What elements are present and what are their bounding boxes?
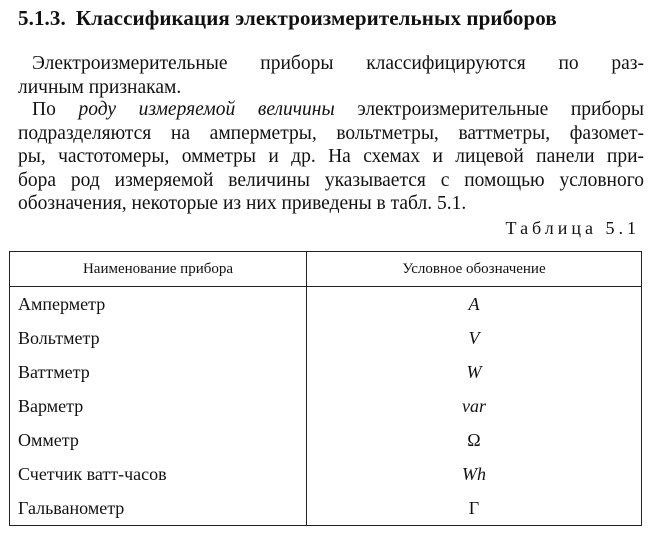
paragraph-line: ры, частотомеры, омметры и др. На схемах и лицевой панели при- xyxy=(18,146,644,167)
device-name: Варметр xyxy=(10,389,307,423)
table-row xyxy=(10,491,642,526)
device-name: Омметр xyxy=(10,423,307,457)
table-row xyxy=(10,389,642,423)
device-name: Гальванометр xyxy=(10,491,307,526)
section-title: Классификация электроизмерительных приборов xyxy=(75,6,557,30)
line-prefix: По xyxy=(32,99,56,120)
table-header-row xyxy=(10,252,642,287)
device-symbol: Ω xyxy=(467,429,481,450)
paragraph-measured-quantity xyxy=(18,98,644,216)
line-suffix: электроизмерительные приборы xyxy=(357,99,644,120)
device-symbol: A xyxy=(468,293,480,314)
device-name: Ваттметр xyxy=(10,355,307,389)
paragraph-line: обозначения, некоторые из них приведены в табл. 5.1. xyxy=(18,193,467,214)
header-device-name: Наименование прибора xyxy=(10,252,307,287)
section-heading xyxy=(18,6,557,31)
device-name: Счетчик ватт-часов xyxy=(10,457,307,491)
paragraph-line: личным признакам. xyxy=(18,76,182,98)
paragraph-line: подразделяются на амперметры, вольтметры, ваттметры, фазомет- xyxy=(18,122,644,144)
device-symbol: var xyxy=(462,395,486,416)
device-symbol: Wh xyxy=(462,463,486,484)
section-number: 5.1.3. xyxy=(18,6,66,30)
table-row xyxy=(10,355,642,389)
paragraph-line-first xyxy=(18,98,644,122)
table-row xyxy=(10,287,642,322)
instruments-table xyxy=(9,251,642,526)
paragraph-classification-intro xyxy=(18,52,644,99)
device-symbol: V xyxy=(468,327,480,348)
paragraph-line: Электроизмерительные приборы классифицируются по раз- xyxy=(32,53,644,74)
device-symbol: W xyxy=(466,361,482,382)
table-row xyxy=(10,321,642,355)
device-name: Амперметр xyxy=(10,287,307,322)
header-symbol: Условное обозначение xyxy=(307,252,642,287)
italic-term: роду измеряемой величины xyxy=(78,99,335,120)
device-name: Вольтметр xyxy=(10,321,307,355)
device-symbol: Г xyxy=(468,497,480,518)
table-row xyxy=(10,457,642,491)
paragraph-line: бора род измеряемой величины указывается с помощью условного xyxy=(18,169,644,191)
table-caption: Таблица 5.1 xyxy=(505,218,640,238)
table-row xyxy=(10,423,642,457)
